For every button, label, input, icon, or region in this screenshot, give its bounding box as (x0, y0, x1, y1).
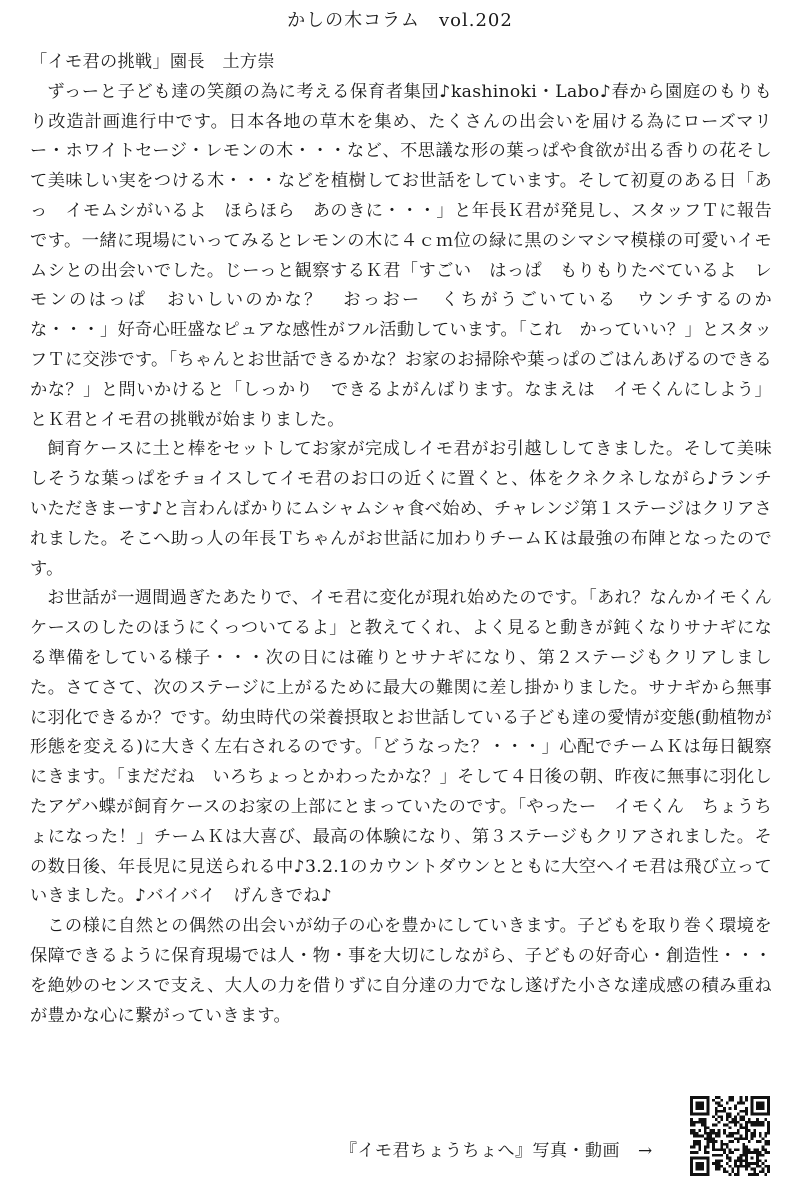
article-paragraph-2: 飼育ケースに土と棒をセットしてお家が完成しイモ君がお引越ししてきました。そして美味しそうな葉っぱをチョイスしてイモ君のお口の近くに置くと、体をクネクネしながら♪ランチいただきまーす♪と言わんばかりにムシャムシャ食べ始め、チャレンジ第１ステージはクリアされました。そこへ助っ人の年長Ｔちゃんがお世話に加わりチームＫは最強の布陣となったのです。 (30, 439, 772, 579)
page-title: かしの木コラム vol.202 (287, 10, 513, 31)
article-paragraph-3: お世話が一週間過ぎたあたりで、イモ君に変化が現れ始めたのです。「あれ？なんかイモくんケースのしたのほうにくっついてるよ」と教えてくれ、よく見ると動きが鈍くなりサナギになる準備をしている様子・・・次の日には確りとサナギになり、第２ステージもクリアしました。さてさて、次のステージに上がるために最大の難関に差し掛かりました。サナギから無事に羽化できるか？です。幼虫時代の栄養摂取とお世話している子ども達の愛情が変態(動植物が形態を変える)に大きく左右されるのです。「どうなった？・・・」心配でチームＫは毎日観察にきます。「まだだね いろちょっとかわったかな？」そして４日後の朝、昨夜に無事に羽化したアゲハ蝶が飼育ケースのお家の上部にとまっていたのです。「やったー イモくん ちょうちょになった！」チームＫは大喜び、最高の体験になり、第３ステージもクリアされました。その数日後、年長児に見送られる中♪3.2.1のカウントダウンとともに大空へイモ君は飛び立っていきました。♪バイバイ げんきでね♪ (30, 588, 772, 907)
photo-video-label: 『イモ君ちょうちょへ』写真・動画 (340, 1141, 620, 1161)
column-article (30, 48, 772, 1031)
qr-code-icon[interactable] (690, 1096, 770, 1176)
arrow-right-icon: → (638, 1141, 653, 1161)
article-byline: 「イモ君の挑戦」園長 土方崇 (30, 52, 275, 72)
article-paragraph-1: ずっーと子ども達の笑顔の為に考える保育者集団♪kashinoki・Labo♪春から園庭のもりもり改造計画進行中です。日本各地の草木を集め、たくさんの出会いを届ける為にローズマリー・ホワイトセージ・レモンの木・・・など、不思議な形の葉っぱや食欲が出る香りの花そして美味しい実をつける木・・・などを植樹してお世話をしています。そして初夏のある日「あっ イモムシがいるよ ほらほら あのきに・・・」と年長Ｋ君が発見し、スタッフＴに報告です。一緒に現場にいってみるとレモンの木に４ｃｍ位の緑に黒のシマシマ模様の可愛いイモムシとの出会いでした。じーっと観察するＫ君「すごい はっぱ もりもりたべているよ レモンのはっぱ おいしいのかな？ おっおー くちがうごいている ウンチするのかな・・・」好奇心旺盛なピュアな感性がフル活動しています。「これ かっていい？」とスタッフＴに交渉です。「ちゃんとお世話できるかな？お家のお掃除や葉っぱのごはんあげるのできるかな？」と問いかけると「しっかり できるよがんばります。なまえは イモくんにしよう」とＫ君とイモ君の挑戦が始まりました。 (30, 81, 772, 430)
footer-caption (340, 1136, 653, 1166)
article-paragraph-4: この様に自然との偶然の出会いが幼子の心を豊かにしていきます。子どもを取り巻く環境を保障できるように保育現場では人・物・事を大切にしながら、子どもの好奇心・創造性・・・を絶妙のセンスで支え、大人の力を借りずに自分達の力でなし遂げた小さな達成感の積み重ねが豊かな心に繋がっていきます。 (30, 916, 772, 1026)
